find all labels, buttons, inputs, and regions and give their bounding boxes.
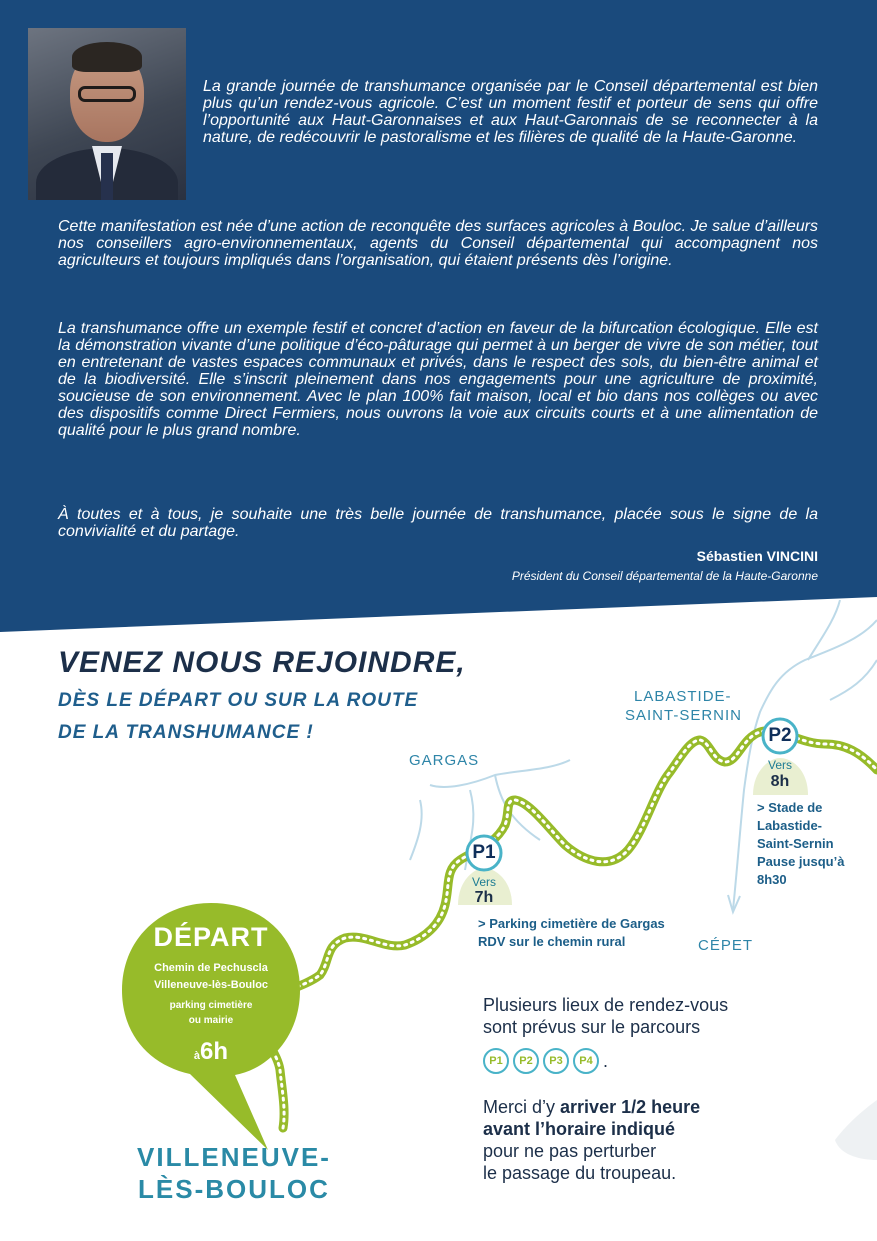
foreword-paragraph-3: La transhumance offre un exemple festif et concret d’action en faveur de la bifurcation écologique. Elle est la démonstration vivante d’une politique d’éco-pâturage qui permet à un berger de vivre de son métier, tout en entretenant de vastes espaces communaux et privés, dans le respect des sols, du bien-être animal et de la biodiversité. Elle s’inscrit pleinement dans nos engagements pour une agriculture de proximité, soucieuse de son environnement. Avec le plan 100% fait maison, local et bio dans nos collèges ou avec des dispositifs comme Direct Fermiers, nous ouvrons la voie aux circuits courts et à une alimentation de qualité pour le plus grand nombre. — [58, 320, 818, 439]
p2-location-1: > Stade de — [757, 800, 823, 815]
info-merci-text: Merci d’y — [483, 1097, 556, 1117]
depart-line-1: Chemin de Pechuscla — [154, 962, 268, 974]
town-labastide-2: SAINT-SERNIN — [625, 707, 743, 724]
depart-line-3: parking cimetière — [169, 1000, 253, 1011]
badge-p3: P3 — [543, 1048, 569, 1074]
depart-time — [131, 1038, 291, 1066]
town-cepet: CÉPET — [698, 937, 754, 954]
info-line-a: pour ne pas perturber — [483, 1141, 657, 1161]
p1-location-2: RDV sur le chemin rural — [478, 934, 626, 949]
meeting-point-badges — [483, 1048, 608, 1074]
signature-role: Président du Conseil départemental de la Haute-Garonne — [511, 569, 818, 583]
p2-vers: Vers — [767, 758, 792, 772]
p2-label: P2 — [768, 725, 792, 746]
p1-location-1: > Parking cimetière de Gargas — [478, 916, 665, 931]
depart-line-2: Villeneuve-lès-Bouloc — [153, 979, 269, 991]
depart-line-4: ou mairie — [188, 1015, 234, 1026]
badge-p2: P2 — [513, 1048, 539, 1074]
info-bold-1: arriver 1/2 heure — [560, 1097, 701, 1117]
p1-vers: Vers — [471, 875, 496, 889]
info-line-1: Plusieurs lieux de rendez-vous — [483, 995, 729, 1015]
city-villeneuve-1: VILLENEUVE- — [137, 1142, 331, 1172]
badge-p4: P4 — [573, 1048, 599, 1074]
p2-location-5: 8h30 — [757, 872, 787, 887]
info-line-2: sont prévus sur le parcours — [483, 1017, 701, 1037]
badges-end-dot: . — [603, 1050, 609, 1071]
president-portrait — [28, 28, 186, 200]
signature-name: Sébastien VINCINI — [696, 548, 818, 564]
town-gargas: GARGAS — [409, 752, 480, 769]
info-bold-2: avant l’horaire indiqué — [483, 1119, 676, 1139]
badge-p1: P1 — [483, 1048, 509, 1074]
decorative-wisp — [835, 1100, 877, 1160]
depart-time-value: 6h — [200, 1038, 229, 1065]
p1-label: P1 — [472, 842, 496, 863]
town-labastide-1: LABASTIDE- — [634, 688, 732, 705]
info-line-b: le passage du troupeau. — [483, 1163, 677, 1183]
depart-title: DÉPART — [153, 922, 269, 952]
foreword-paragraph-4: À toutes et à tous, je souhaite une très belle journée de transhumance, placée sous le signe de la convivialité et du partage. — [58, 506, 818, 540]
p2-location-4: Pause jusqu’à — [757, 854, 845, 869]
p2-time: 8h — [770, 773, 790, 790]
info-merci — [483, 1097, 700, 1118]
map-subheading-2: DE LA TRANSHUMANCE ! — [58, 722, 314, 743]
city-villeneuve-2: LÈS-BOULOC — [138, 1174, 330, 1204]
map-subheading-1: DÈS LE DÉPART OU SUR LA ROUTE — [58, 690, 419, 711]
p2-location-2: Labastide- — [757, 818, 823, 833]
map-heading: VENEZ NOUS REJOINDRE, — [58, 646, 466, 679]
p2-location-3: Saint-Sernin — [757, 836, 834, 851]
p1-time: 7h — [474, 889, 494, 906]
depart-time-prefix: à — [193, 1050, 201, 1062]
foreword-paragraph-2: Cette manifestation est née d’une action de reconquête des surfaces agricoles à Bouloc. Je salue d’ailleurs nos conseillers agro-environnementaux, agents du Conseil départemental qui accompagnent nos agriculteurs et toujours impliqués dans l’organisation, qui étaient présents dès l’origine. — [58, 218, 818, 269]
foreword-paragraph-1: La grande journée de transhumance organisée par le Conseil départemental est bien plus qu’un rendez-vous agricole. C’est un moment festif et porteur de sens qui offre l’opportunité aux Haut-Garonnaises et aux Haut-Garonnais de se reconnecter à la nature, de redécouvrir le pastoralisme et les filières de qualité de la Haute-Garonne. — [203, 78, 818, 146]
